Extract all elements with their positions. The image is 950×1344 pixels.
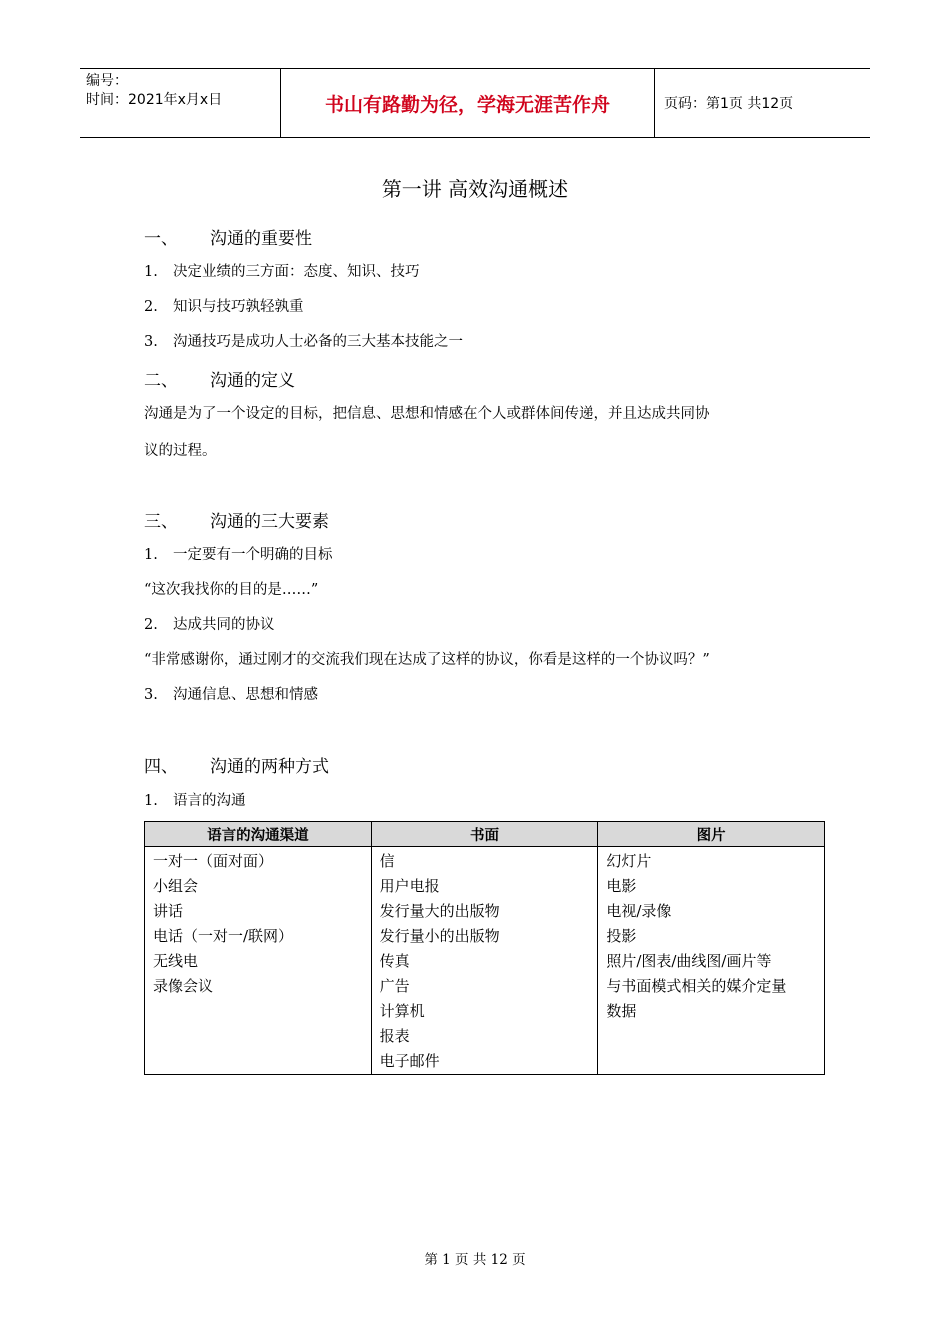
table-header-cell: 书面 (371, 822, 598, 847)
section-title: 沟通的重要性 (210, 229, 312, 249)
section-title: 沟通的三大要素 (210, 512, 329, 532)
list-item (144, 543, 333, 564)
list-item (144, 260, 420, 281)
header-page-info: 页码：第1页 共12页 (664, 96, 794, 112)
item-number: 3. (144, 687, 158, 703)
definition-paragraph-line-1: 沟通是为了一个设定的目标，把信息、思想和情感在个人或群体间传递，并且达成共同协 (144, 406, 710, 422)
section-title: 沟通的定义 (210, 371, 295, 391)
table-cell-verbal-channels (145, 847, 372, 1075)
list-item: 幻灯片 (606, 852, 652, 870)
item-text: 语言的沟通 (173, 793, 246, 809)
section-heading-3 (144, 507, 329, 532)
section-number: 四、 (144, 757, 178, 777)
list-item (144, 683, 318, 704)
list-item: 照片/图表/曲线图/画片等 (606, 952, 772, 970)
list-item: 广告 (379, 977, 410, 995)
list-item: 发行量小的出版物 (379, 927, 500, 945)
list-item (144, 789, 246, 810)
list-item: 信 (379, 852, 395, 870)
header-motto: 书山有路勤为径，学海无涯苦作舟 (281, 69, 655, 137)
item-text: 沟通技巧是成功人士必备的三大基本技能之一 (173, 334, 463, 350)
list-item: 数据 (606, 1002, 637, 1020)
list-item: 计算机 (379, 1002, 425, 1020)
list-item (144, 330, 463, 351)
item-text: 沟通信息、思想和情感 (173, 687, 318, 703)
item-text: 达成共同的协议 (173, 617, 275, 633)
list-item: 投影 (606, 927, 637, 945)
list-item: 电子邮件 (379, 1052, 440, 1070)
definition-paragraph-line-2: 议的过程。 (144, 443, 217, 459)
list-item: 一对一（面对面） (153, 852, 274, 870)
quote-text: “非常感谢你，通过刚才的交流我们现在达成了这样的协议，你看是这样的一个协议吗？” (144, 652, 710, 668)
list-item (144, 613, 275, 634)
list-item: 电视/录像 (606, 902, 672, 920)
list-item: 发行量大的出版物 (379, 902, 500, 920)
list-item: 电影 (606, 877, 637, 895)
communication-channels-table (144, 821, 825, 1075)
section-heading-4 (144, 752, 329, 777)
section-number: 三、 (144, 512, 178, 532)
section-number: 二、 (144, 371, 178, 391)
list-item: 录像会议 (153, 977, 214, 995)
list-item: 传真 (379, 952, 410, 970)
item-text: 决定业绩的三方面：态度、知识、技巧 (173, 264, 420, 280)
list-item: 用户电报 (379, 877, 440, 895)
list-item (144, 295, 304, 316)
section-number: 一、 (144, 229, 178, 249)
page-footer: 第 1 页 共 12 页 (424, 1252, 526, 1268)
item-number: 1. (144, 793, 158, 809)
item-number: 2. (144, 617, 158, 633)
section-title: 沟通的两种方式 (210, 757, 329, 777)
list-item: 与书面模式相关的媒介定量 (606, 977, 787, 995)
quote-text: “这次我找你的目的是……” (144, 582, 319, 598)
header-number: 编号： (86, 73, 128, 89)
table-row (145, 847, 825, 1075)
table-header-row (145, 822, 825, 847)
list-item: 报表 (379, 1027, 410, 1045)
list-item: 讲话 (153, 902, 184, 920)
item-number: 1. (144, 547, 158, 563)
section-heading-2 (144, 366, 295, 391)
header-meta (80, 69, 281, 137)
list-item: 小组会 (153, 877, 199, 895)
list-item: 电话（一对一/联网） (153, 927, 294, 945)
document-title: 第一讲 高效沟通概述 (381, 177, 569, 201)
item-number: 2. (144, 299, 158, 315)
table-cell-written (371, 847, 598, 1075)
table-header-cell: 语言的沟通渠道 (145, 822, 372, 847)
table-cell-images (598, 847, 825, 1075)
document-header (80, 68, 870, 138)
item-text: 知识与技巧孰轻孰重 (173, 299, 304, 315)
header-time: 时间：2021年x月x日 (86, 92, 223, 108)
item-number: 1. (144, 264, 158, 280)
list-item: 无线电 (153, 952, 199, 970)
item-number: 3. (144, 334, 158, 350)
item-text: 一定要有一个明确的目标 (173, 547, 333, 563)
table-header-cell: 图片 (598, 822, 825, 847)
section-heading-1 (144, 224, 312, 249)
